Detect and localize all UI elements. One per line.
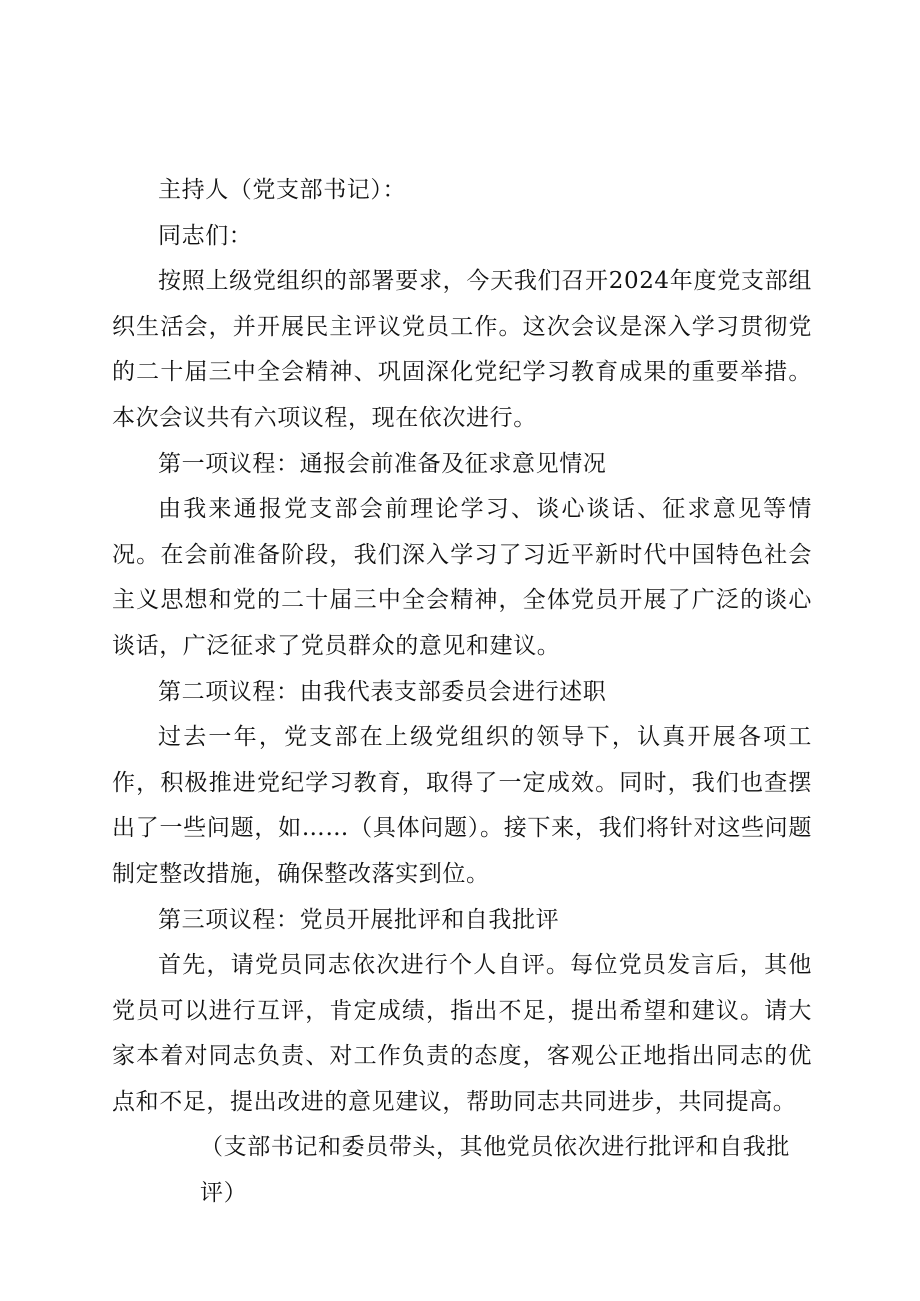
agenda-item-2-body: 过去一年，党支部在上级党组织的领导下，认真开展各项工作，积极推进党纪学习教育，取得了一定成效。同时，我们也查摆出了一些问题，如……（具体问题）。接下来，我们将针对这些问题制定整改措施，确保整改落实到位。 xyxy=(112,724,812,887)
parenthetical-note: （支部书记和委员带头，其他党员依次进行批评和自我批评） xyxy=(200,1134,790,1207)
agenda-item-2-heading: 第二项议程：由我代表支部委员会进行述职 xyxy=(158,678,607,705)
salutation: 同志们： xyxy=(158,222,253,249)
agenda-item-3-heading: 第三项议程：党员开展批评和自我批评 xyxy=(158,906,560,933)
host-label: 主持人（党支部书记）： xyxy=(158,177,407,203)
agenda-item-1-heading: 第一项议程：通报会前准备及征求意见情况 xyxy=(158,450,607,477)
document-body xyxy=(112,168,812,1217)
agenda-item-1-body: 由我来通报党支部会前理论学习、谈心谈话、征求意见等情况。在会前准备阶段，我们深入学习了习近平新时代中国特色社会主义思想和党的二十届三中全会精神，全体党员开展了广泛的谈心谈话，广泛征求了党员群众的意见和建议。 xyxy=(112,496,812,659)
opening-paragraph: 按照上级党组织的部署要求，今天我们召开2024年度党支部组织生活会，并开展民主评议党员工作。这次会议是深入学习贯彻党的二十届三中全会精神、巩固深化党纪学习教育成果的重要举措。本次会议共有六项议程，现在依次进行。 xyxy=(112,268,812,431)
agenda-item-3-body: 首先，请党员同志依次进行个人自评。每位党员发言后，其他党员可以进行互评，肯定成绩，指出不足，提出希望和建议。请大家本着对同志负责、对工作负责的态度，客观公正地指出同志的优点和不足，提出改进的意见建议，帮助同志共同进步，共同提高。 xyxy=(112,952,812,1115)
